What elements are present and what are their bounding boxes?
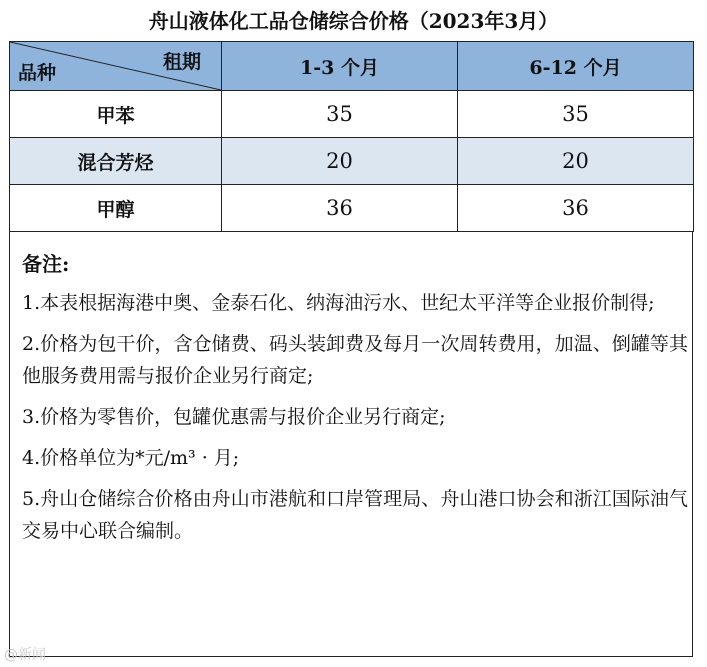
notes-list [22, 287, 688, 556]
row-name: 混合芳烃 [10, 138, 222, 185]
row-value: 20 [222, 138, 458, 185]
header-col-1: 1-3 个月 [222, 42, 458, 91]
header-product-label: 品种 [18, 62, 57, 84]
header-col-2: 6-12 个月 [458, 42, 694, 91]
row-name: 甲醇 [10, 185, 222, 232]
table-row [10, 91, 694, 138]
header-corner-cell [10, 42, 222, 91]
row-value: 36 [222, 185, 458, 232]
note-item: 4.价格单位为*元/m³ · 月; [22, 447, 240, 469]
table-header-row [10, 42, 694, 91]
note-item: 2.价格为包干价，含仓储费、码头装卸费及每月一次周转费用，加温、倒罐等其他服务费用需与报价企业另行商定; [22, 333, 688, 387]
note-item: 1.本表根据海港中奥、金泰石化、纳海油污水、世纪太平洋等企业报价制得; [22, 292, 655, 314]
header-term-label: 租期 [162, 51, 201, 73]
row-value: 35 [458, 91, 694, 138]
table-row [10, 138, 694, 185]
row-value: 36 [458, 185, 694, 232]
table-row [10, 185, 694, 232]
row-value: 20 [458, 138, 694, 185]
page-title: 舟山液体化工品仓储综合价格（2023年3月） [148, 9, 559, 33]
note-item: 5.舟山仓储综合价格由舟山市港航和口岸管理局、舟山港口协会和浙江国际油气交易中心联合编制。 [22, 488, 688, 542]
price-table [9, 41, 694, 232]
watermark: @新闻 [4, 647, 46, 663]
row-name: 甲苯 [10, 91, 222, 138]
row-value: 35 [222, 91, 458, 138]
notes-box [9, 232, 693, 657]
note-item: 3.价格为零售价，包罐优惠需与报价企业另行商定; [22, 406, 446, 428]
notes-heading: 备注: [22, 252, 70, 276]
